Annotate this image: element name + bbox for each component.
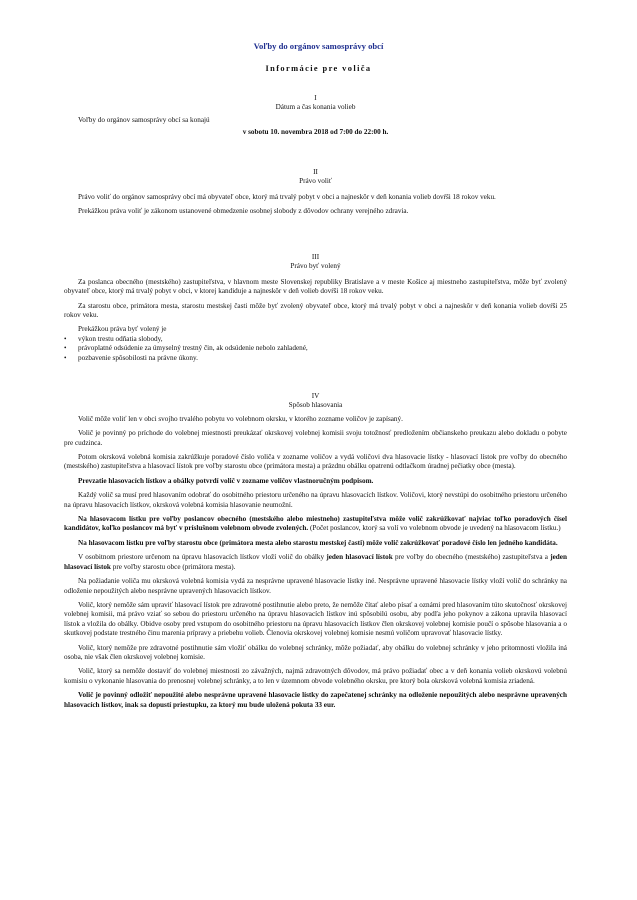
paragraph-8-part-c: pre voľby do obecného (mestského) zastupiteľstva a	[392, 553, 551, 562]
election-date: v sobotu 10. novembra 2018 od 7:00 do 22:00 h.	[242, 128, 389, 137]
section-4-number: IV	[311, 392, 320, 400]
section-4-heading: Spôsob hlasovania	[288, 401, 343, 410]
section-4-paragraph-7: Na hlasovacom lístku pre voľby starostu obce (primátora mesta alebo starostu mestskej časti) môže volič zakrúžkovať poradové číslo len jedného kandidáta.	[78, 538, 558, 547]
section-4	[64, 392, 567, 710]
list-item: • pozbavenie spôsobilosti na právne úkony.	[64, 354, 567, 363]
section-1	[64, 94, 567, 138]
section-4-paragraph-12: Volič, ktorý sa nemôže dostaviť do volebnej miestnosti zo závažných, najmä zdravotných dôvodov, má právo požiadať obec a v deň konania volieb okrskovú volebnú komisiu o vykonanie hlasovania do prenosnej volebnej schránky, a to len v územnom obvode volebného okrsku, pre ktorý bola okrsková volebná komisia zriadená.	[64, 667, 567, 685]
document-title: Voľby do orgánov samosprávy obcí	[253, 41, 384, 51]
section-4-paragraph-4: Prevzatie hlasovacích lístkov a obálky potvrdí volič v zozname voličov vlastnoručným podpisom.	[78, 476, 374, 485]
paragraph-8-part-a: V osobitnom priestore určenom na úpravu hlasovacích lístkov vloží volič do obálky	[78, 553, 327, 562]
section-4-paragraph-8	[64, 553, 567, 572]
list-item: • výkon trestu odňatia slobody,	[64, 335, 567, 344]
section-2-paragraph-1: Právo voliť do orgánov samosprávy obcí má obyvateľ obce, ktorý má trvalý pobyt v obci a najneskôr v deň konania volieb dovŕši 18 rokov veku.	[78, 192, 496, 201]
paragraph-8-part-b: jeden hlasovací lístok	[326, 553, 393, 562]
section-3-number: III	[311, 253, 320, 261]
ineligibility-list	[64, 335, 567, 363]
section-2-number: II	[313, 168, 318, 176]
paragraph-6-rest: (Počet poslancov, ktorý sa volí vo volebnom obvode je uvedený na hlasovacom lístku.)	[308, 524, 561, 533]
section-1-intro: Voľby do orgánov samosprávy obcí sa konajú	[78, 115, 210, 124]
paragraph-8-part-e: pre voľby starostu obce (primátora mesta).	[110, 562, 236, 571]
list-item: • právoplatné odsúdenie za úmyselný trestný čin, ak odsúdenie nebolo zahladené,	[64, 344, 567, 353]
section-4-paragraph-1: Volič môže voliť len v obci svojho trvalého pobytu vo volebnom okrsku, v ktorého zozname voličov je zapísaný.	[78, 414, 403, 423]
section-1-number: I	[314, 94, 317, 102]
section-4-paragraph-11: Volič, ktorý nemôže pre zdravotné postihnutie sám vložiť obálku do volebnej schránky, môže požiadať, aby obálku do volebnej schránky v jeho prítomnosti vložila iná osoba, nie však člen okrskovej volebnej komisie.	[64, 643, 567, 661]
section-3-paragraph-2: Za starostu obce, primátora mesta, starostu mestskej časti môže byť zvolený obyvateľ obce, ktorý má trvalý pobyt v obci a najneskôr v deň konania volieb dovŕši 25 rokov veku.	[64, 301, 567, 320]
section-4-paragraph-3: Potom okrsková volebná komisia zakrúžkuje poradové číslo voliča v zozname voličov a vydá voličovi dva hlasovacie lístky - hlasovací lístok pre voľby do obecného (mestského) zastupiteľstva a hlasovací lístok pre voľby starostu obce (primátora mesta) a prázdnu obálku opatrenú odtlačkom úradnej pečiatky obce (mesta).	[64, 453, 567, 471]
section-2	[64, 168, 567, 217]
section-3-heading: Právo byť volený	[290, 262, 341, 271]
section-4-paragraph-2: Volič je povinný po príchode do volebnej miestnosti preukázať okrskovej volebnej komisii svoju totožnosť predložením občianskeho preukazu alebo dokladu o pobyte pre cudzinca.	[64, 429, 567, 447]
section-4-paragraph-6	[64, 515, 567, 534]
section-4-paragraph-10: Volič, ktorý nemôže sám upraviť hlasovací lístok pre zdravotné postihnutie alebo preto, že nemôže čítať alebo písať a oznámi pred hlasovaním túto skutočnosť okrskovej volebnej komisii, má právo vziať so sebou do priestoru určeného na úpravu hlasovacích lístkov inú spôsobilú osobu, aby podľa jeho pokynov a zákona upravila hlasovací lístok a vložila do obálky. Obidve osoby pred vstupom do osobitného priestoru na úpravu hlasovacích lístkov člen okrskovej volebnej komisie poučí o spôsobe hlasovania a o skutkovej podstate trestného činu marenia prípravy a priebehu volieb. Členovia okrskovej volebnej komisie nesmú voličom upravovať hlasovacie lístky.	[64, 600, 567, 638]
section-1-heading: Dátum a čas konania volieb	[275, 103, 356, 112]
section-4-paragraph-13: Volič je povinný odložiť nepoužité alebo nesprávne upravené hlasovacie lístky do zapečatenej schránky na odloženie nepoužitých alebo nesprávne upravených hlasovacích lístkov, inak sa dopustí priestupku, za ktorý mu bude uložená pokuta 33 eur.	[64, 691, 567, 709]
section-3-paragraph-3: Prekážkou práva byť volený je	[78, 325, 167, 334]
section-2-heading: Právo voliť	[299, 177, 332, 186]
section-4-paragraph-9: Na požiadanie voliča mu okrsková volebná komisia vydá za nesprávne upravené hlasovacie lístky iné. Nesprávne upravené hlasovacie lístky vloží volič do schránky na odloženie nepoužitých alebo nesprávne upravených hlasovacích lístkov.	[64, 577, 567, 595]
paragraph-8-part-d: jeden hlasovací lístok	[64, 553, 567, 571]
paragraph-6-bold: Na hlasovacom lístku pre voľby poslancov obecného (mestského alebo miestneho) zastupiteľstva môže volič zakrúžkovať najviac toľko poradových čísel kandidátov, koľko poslancov má byť v príslušnom volebnom obvode zvolených.	[64, 515, 567, 533]
section-2-paragraph-2: Prekážkou práva voliť je zákonom ustanovené obmedzenie osobnej slobody z dôvodov ochrany verejného zdravia.	[78, 207, 409, 216]
section-3	[64, 253, 567, 363]
section-4-paragraph-5: Každý volič sa musí pred hlasovaním odobrať do osobitného priestoru určeného na úpravu hlasovacích lístkov. Voličovi, ktorý nevstúpi do osobitného priestoru určeného na úpravu hlasovacích lístkov, okrsková volebná komisia hlasovanie neumožní.	[64, 491, 567, 509]
document-subtitle: Informácie pre voliča	[265, 64, 372, 73]
section-3-paragraph-1: Za poslanca obecného (mestského) zastupiteľstva, v hlavnom meste Slovenskej republiky Bratislave a v meste Košice aj miestneho zastupiteľstva, môže byť zvolený obyvateľ obce, ktorý má trvalý pobyt v obci, v ktorej kandiduje a najneskôr v deň volieb dovŕši 18 rokov veku.	[64, 277, 567, 296]
